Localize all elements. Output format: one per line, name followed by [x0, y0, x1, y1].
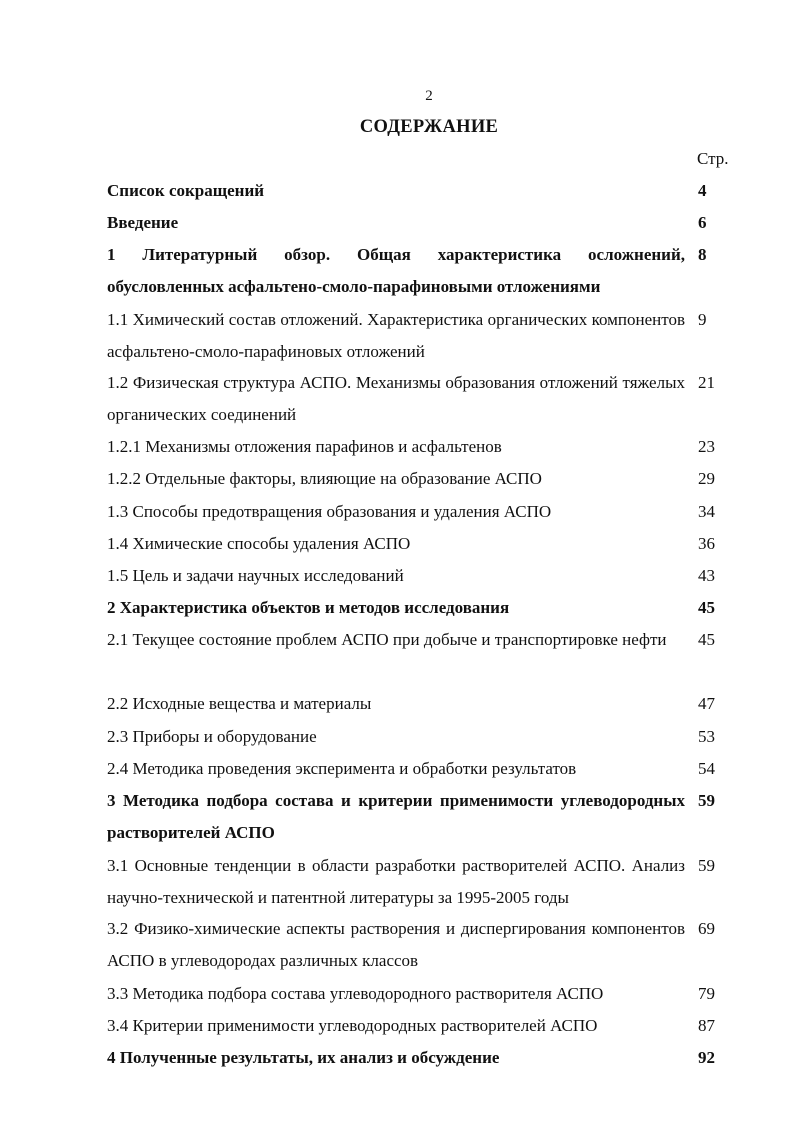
toc-entry-page: 54: [698, 759, 715, 778]
toc-entry-page: 59: [698, 791, 715, 810]
toc-entry-page: 23: [698, 437, 715, 456]
toc-entry-page: 53: [698, 727, 715, 746]
toc-entry-page: 43: [698, 566, 715, 585]
toc-entry-title: 1 Литературный обзор. Общая характеристика осложнений, обусловленных асфальтено-смоло-парафиновыми отложениями: [107, 245, 685, 297]
toc-entry-title: 1.2 Физическая структура АСПО. Механизмы образования отложений тяжелых органических соединений: [107, 373, 685, 425]
toc-entry-page: 45: [698, 630, 715, 649]
toc-entry-title: 2 Характеристика объектов и методов исследования: [107, 598, 510, 617]
toc-entry-page: 79: [698, 984, 715, 1003]
page-number: 2: [425, 88, 433, 104]
toc-entry-page: 36: [698, 534, 715, 553]
toc-entry: [107, 1042, 737, 1106]
toc-entry-title: 2.1 Текущее состояние проблем АСПО при добыче и транспортировке нефти: [107, 630, 667, 649]
toc-entry-title: Список сокращений: [107, 181, 265, 200]
toc-entry-page: 29: [698, 469, 715, 488]
toc-entry-title: 1.2.2 Отдельные факторы, влияющие на образование АСПО: [107, 469, 542, 488]
page-column-label: Стр.: [697, 149, 729, 168]
toc-entry-title: 1.5 Цель и задачи научных исследований: [107, 566, 404, 585]
toc-entry: [107, 239, 737, 303]
toc-entry-title: 3 Методика подбора состава и критерии применимости углеводородных растворителей АСПО: [107, 791, 685, 843]
toc-entry-title: 2.2 Исходные вещества и материалы: [107, 694, 372, 713]
toc-entry-title: 2.3 Приборы и оборудование: [107, 727, 317, 746]
toc-entry-title: 1.4 Химические способы удаления АСПО: [107, 534, 411, 553]
toc-entry-page: 92: [698, 1048, 715, 1067]
toc-entry-page: 8: [698, 245, 707, 264]
toc-entry-page: 9: [698, 310, 707, 329]
toc-entry-page: 87: [698, 1016, 715, 1035]
toc-entry: [107, 850, 737, 914]
toc-entry-title: 3.3 Методика подбора состава углеводородного растворителя АСПО: [107, 984, 604, 1003]
toc-entry-title: 3.1 Основные тенденции в области разработки растворителей АСПО. Анализ научно-технической и патентной литературы за 1995-2005 годы: [107, 856, 685, 908]
toc-entry-page: 34: [698, 502, 715, 521]
toc-entry-page: 4: [698, 181, 707, 200]
toc-entry-page: 59: [698, 856, 715, 875]
toc-entry-page: 6: [698, 213, 707, 232]
toc-entry-title: 1.3 Способы предотвращения образования и удаления АСПО: [107, 502, 552, 521]
toc-entry: [107, 624, 737, 688]
toc-entry-title: 4 Полученные результаты, их анализ и обсуждение: [107, 1048, 500, 1067]
toc-entry-title: 3.4 Критерии применимости углеводородных растворителей АСПО: [107, 1016, 598, 1035]
toc-entry-page: 45: [698, 598, 715, 617]
toc-entry-title: 3.2 Физико-химические аспекты растворения и диспергирования компонентов АСПО в углеводородах различных классов: [107, 919, 685, 971]
toc-entry: [107, 785, 737, 849]
toc-entry: [107, 304, 737, 368]
toc-entry-title: 1.2.1 Механизмы отложения парафинов и асфальтенов: [107, 437, 502, 456]
toc-entry: [107, 367, 737, 431]
toc-entry-page: 21: [698, 373, 715, 392]
toc-entry-page: 69: [698, 919, 715, 938]
page-title: СОДЕРЖАНИЕ: [359, 117, 499, 137]
toc-entry: [107, 913, 737, 977]
toc-entry-title: 1.1 Химический состав отложений. Характеристика органических компонентов асфальтено-смоло-парафиновых отложений: [107, 310, 685, 362]
toc-entry-page: 47: [698, 694, 715, 713]
toc-entry-title: 2.4 Методика проведения эксперимента и обработки результатов: [107, 759, 577, 778]
toc-entry-title: Введение: [107, 213, 179, 232]
